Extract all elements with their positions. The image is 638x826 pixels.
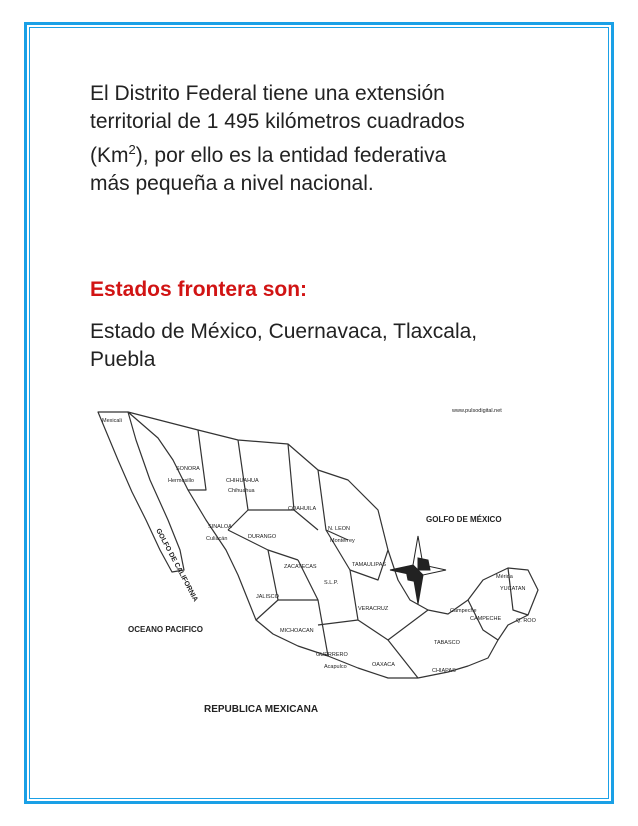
intro-line-4: más pequeña a nivel nacional. [90,172,374,195]
label-yucatan: YUCATAN [500,586,526,592]
mainland-outline [128,412,538,678]
intro-line-1: El Distrito Federal tiene una extensión [90,82,445,105]
mexico-map-drawing [88,400,548,720]
label-sonora: SONORA [176,466,200,472]
map-caption: REPUBLICA MEXICANA [204,704,319,715]
label-coahuila: COAHUILA [288,506,317,512]
label-monterrey: Monterrey [330,538,355,544]
intro-line-3 [90,136,560,170]
label-slp: S.L.P. [324,580,339,586]
label-tabasco: TABASCO [434,640,460,646]
superscript: 2 [128,142,136,157]
label-chiapas: CHIAPAS [432,668,456,674]
label-tamaulipas: TAMAULIPAS [352,562,387,568]
intro-line-2: territorial de 1 495 kilómetros cuadrados [90,110,465,133]
label-chihuahua: CHIHUAHUA [226,478,259,484]
label-acapulco: Acapulco [324,664,347,670]
intro-line-3-pre: (Km [90,144,129,167]
compass-rose [390,536,446,604]
intro-line-3-post: ), por ello es la entidad federativa [135,144,447,167]
label-oaxaca: OAXACA [372,662,395,668]
label-pacific: OCEANO PACIFICO [128,625,203,634]
label-durango: DURANGO [248,534,277,540]
label-michoacan: MICHOACAN [280,628,314,634]
label-campeche-city: Campeche [450,608,477,614]
label-gulf-mexico: GOLFO DE MÉXICO [426,515,502,524]
label-campeche: CAMPECHE [470,616,502,622]
states-line-1: Estado de México, Cuernavaca, Tlaxcala, [90,320,478,343]
states-list [90,318,560,374]
label-jalisco: JALISCO [256,594,279,600]
label-veracruz: VERACRUZ [358,606,389,612]
label-gulf-california: GOLFO DE CALIFORNIA [154,527,199,604]
label-nleon: N. LEON [328,526,351,532]
mexico-map [88,400,548,720]
label-merida: Mérida [496,574,513,580]
section-heading: Estados frontera son: [90,278,308,301]
label-guerrero: GUERRERO [316,652,348,658]
label-sinaloa: SINALOA [208,524,232,530]
label-culiacan: Culiacán [206,536,228,542]
label-qroo: Q. ROO [516,618,536,624]
label-mexicali: Mexicali [102,418,122,424]
states-line-2: Puebla [90,348,156,371]
label-zacatecas: ZACATECAS [284,564,317,570]
watermark: www.pulsodigital.net [452,408,502,414]
label-chihuahua-city: Chihuahua [228,488,255,494]
label-hermosillo: Hermosillo [168,478,194,484]
intro-paragraph [90,80,560,198]
